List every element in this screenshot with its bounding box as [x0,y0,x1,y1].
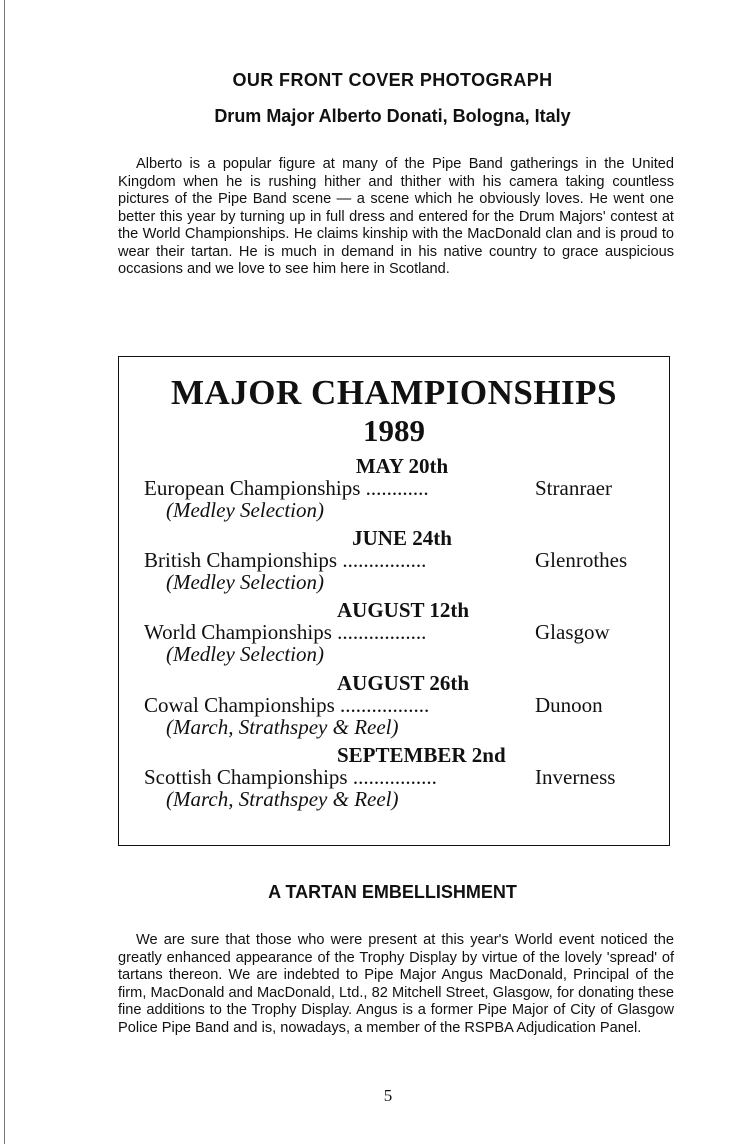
event-date: SEPTEMBER 2nd [337,743,506,767]
championships-box [118,356,670,846]
championships-year: 1989 [363,413,425,448]
event-venue: Stranraer [535,476,612,500]
event-date: AUGUST 12th [337,598,470,622]
event-style: (Medley Selection) [166,642,324,666]
front-cover-heading: OUR FRONT COVER PHOTOGRAPH [232,70,553,90]
event-style: (March, Strathspey & Reel) [166,715,399,739]
event-name: European Championships ............ [144,476,429,500]
event-style: (Medley Selection) [166,498,324,522]
event-style: (Medley Selection) [166,570,324,594]
event-venue: Glenrothes [535,548,628,572]
event-style: (March, Strathspey & Reel) [166,787,399,811]
event-name: World Championships ................. [144,620,427,644]
tartan-heading: A TARTAN EMBELLISHMENT [268,882,517,902]
event-date: AUGUST 26th [337,671,470,695]
event-name: Scottish Championships ................ [144,765,437,789]
event-name: British Championships ................ [144,548,427,572]
event-date: MAY 20th [355,454,449,478]
front-cover-subheading: Drum Major Alberto Donati, Bologna, Italy [214,106,571,126]
page-number: 5 [383,1086,393,1105]
event-venue: Dunoon [535,693,603,717]
championships-title: MAJOR CHAMPIONSHIPS [170,373,618,412]
tartan-paragraph: We are sure that those who were present at this year's World event noticed the greatly enhanced appearance of the Trophy Display by virtue of the lovely 'spread' of tartans thereon. We are indebted to Pipe Major Angus MacDonald, Principal of the firm, MacDonald and MacDonald, Ltd., 82 Mitchell Street, Glasgow, for donating these fine additions to the Trophy Display. Angus is a former Pipe Major of City of Glasgow Police Pipe Band and is, nowadays, a member of the RSPBA Adjudication Panel. [118,932,674,1036]
page-binding-edge [4,0,5,1144]
event-venue: Inverness [535,765,616,789]
event-date: JUNE 24th [352,526,452,550]
event-name: Cowal Championships ................. [144,693,430,717]
front-cover-paragraph: Alberto is a popular figure at many of the Pipe Band gatherings in the United Kingdom when he is rushing hither and thither with his camera taking countless pictures of the Pipe Band scene — a scene which he obviously loves. He went one better this year by turning up in full dress and entered for the Drum Majors' contest at the World Championships. He claims kinship with the MacDonald clan and is proud to wear their tartan. He is much in demand in his native country to grace auspicious occasions and we love to see him here in Scotland. [118,156,674,277]
event-venue: Glasgow [535,620,610,644]
